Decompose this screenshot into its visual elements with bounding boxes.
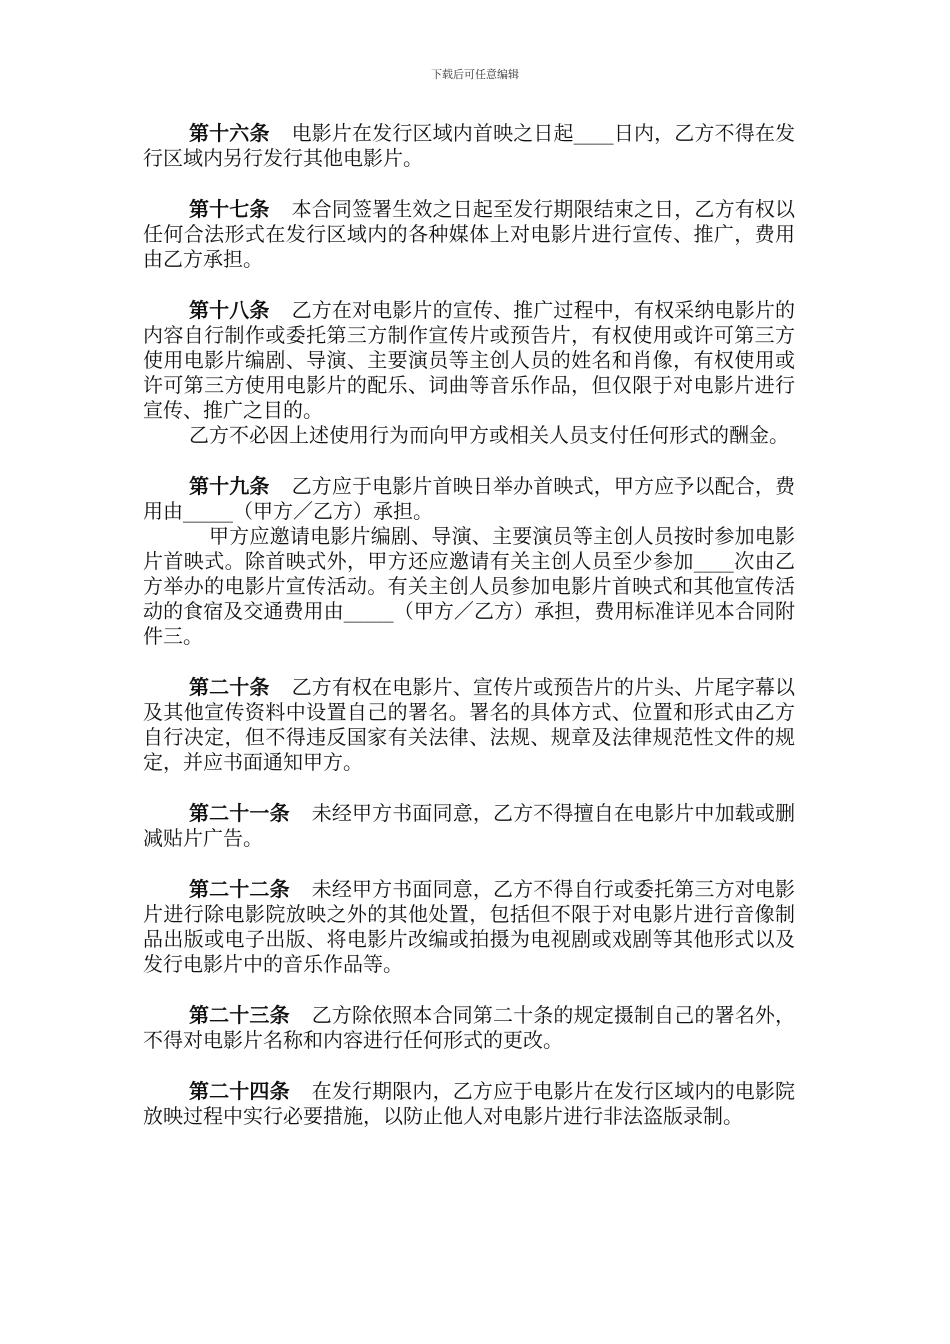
clause-paragraph: 甲方应邀请电影片编剧、导演、主要演员等主创人员按时参加电影片首映式。除首映式外，甲方还应邀请有关主创人员至少参加____次由乙方举办的电影片宣传活动。有关主创人员参加电影片首映式和其他宣传活动的食宿及交通费用由_____（甲方／乙方）承担，费用标准详见本合同附件三。 [143, 524, 795, 648]
clause-text: 乙方有权在电影片、宣传片或预告片的片头、片尾字幕以及其他宣传资料中设置自己的署名。署名的具体方式、位置和形式由乙方自行决定，但不得违反国家有关法律、法规、规章及法律规范性文件的规定，并应书面通知甲方。 [143, 675, 796, 774]
clause-paragraph [143, 197, 795, 272]
clause-number: 第二十一条 [189, 801, 290, 825]
page-header: 下载后可任意编辑 [431, 68, 519, 81]
clause-number: 第二十三条 [189, 1003, 290, 1027]
clause-paragraph: 乙方不必因上述使用行为而向甲方或相关人员支付任何形式的酬金。 [189, 423, 789, 447]
clause-paragraph [143, 1079, 795, 1129]
clause-text: 电影片在发行区域内首映之日起____日内，乙方不得在发行区域内另行发行其他电影片。 [143, 121, 796, 170]
clause-text: 本合同签署生效之日起至发行期限结束之日，乙方有权以任何合法形式在发行区域内的各种媒体上对电影片进行宣传、推广，费用由乙方承担。 [143, 197, 796, 271]
clause-number: 第二十四条 [189, 1079, 290, 1103]
clause-text: 乙方除依照本合同第二十条的规定摄制自己的署名外，不得对电影片名称和内容进行任何形式的更改。 [143, 1003, 796, 1052]
clause-text: 未经甲方书面同意，乙方不得自行或委托第三方对电影片进行除电影院放映之外的其他处置，包括但不限于对电影片进行音像制品出版或电子出版、将电影片改编或拍摄为电视剧或戏剧等其他形式以及发行电影片中的音乐作品等。 [143, 877, 796, 976]
clause-paragraph [143, 1003, 795, 1053]
clause-text: 乙方应于电影片首映日举办首映式，甲方应予以配合，费用由_____（甲方／乙方）承担。 [143, 474, 796, 523]
clause-19 [143, 474, 795, 649]
document-body [143, 121, 795, 1155]
clause-17 [143, 197, 795, 272]
clause-paragraph [143, 675, 795, 775]
clause-number: 第二十二条 [189, 877, 290, 901]
clause-21 [143, 801, 795, 851]
clause-number: 第十八条 [189, 298, 270, 322]
clause-paragraph [143, 801, 795, 851]
clause-number: 第十九条 [189, 474, 270, 498]
clause-20 [143, 675, 795, 775]
clause-paragraph [143, 121, 795, 171]
clause-paragraph [143, 877, 795, 977]
clause-23 [143, 1003, 795, 1053]
clause-paragraph [143, 298, 795, 423]
clause-number: 第十七条 [189, 197, 270, 221]
clause-text: 未经甲方书面同意，乙方不得擅自在电影片中加载或删减贴片广告。 [143, 801, 796, 850]
clause-paragraph [143, 474, 795, 524]
clause-number: 第二十条 [189, 675, 270, 699]
clause-number: 第十六条 [189, 121, 270, 145]
clause-18 [143, 298, 795, 448]
clause-22 [143, 877, 795, 977]
clause-text: 乙方在对电影片的宣传、推广过程中，有权采纳电影片的内容自行制作或委托第三方制作宣传片或预告片，有权使用或许可第三方使用电影片编剧、导演、主要演员等主创人员的姓名和肖像，有权使用或许可第三方使用电影片的配乐、词曲等音乐作品，但仅限于对电影片进行宣传、推广之目的。 [143, 298, 796, 422]
clause-16 [143, 121, 795, 171]
clause-24 [143, 1079, 795, 1129]
clause-text: 在发行期限内，乙方应于电影片在发行区域内的电影院放映过程中实行必要措施，以防止他人对电影片进行非法盗版录制。 [143, 1079, 796, 1128]
